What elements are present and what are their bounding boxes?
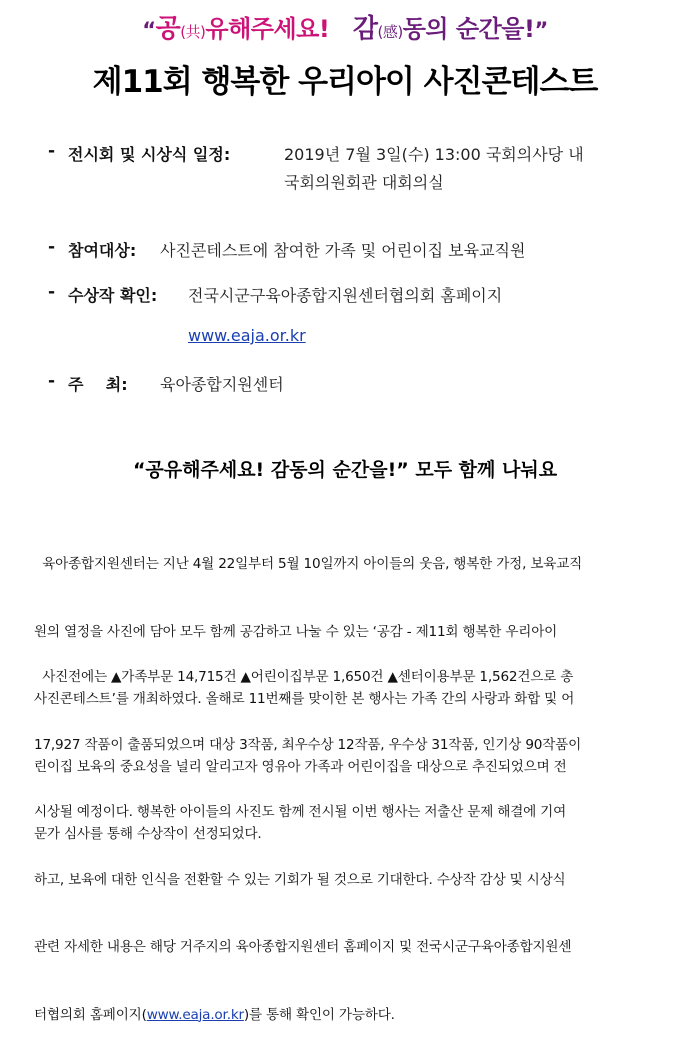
body-paragraph-2: [34, 621, 581, 1049]
paragraph-line: 시상될 예정이다. 행복한 아이들의 사진도 함께 전시될 이번 행사는 저출산 문제 해결에 기여: [34, 804, 567, 820]
paragraph-line: 린이집 보육의 중요성을 널리 알리고자 영유아 가족과 어린이집을 대상으로 추진되었으며 전: [34, 758, 567, 775]
slogan-word1-hanja: (共): [180, 23, 206, 41]
section-heading: “공유해주세요! 감동의 순간을!” 모두 함께 나눠요: [132, 459, 558, 481]
slogan-word2-hanja: (感): [377, 23, 403, 41]
bullet-dash: -: [48, 282, 56, 302]
winners-label: 수상작 확인:: [68, 286, 158, 305]
schedule-value-line2: 국회의원회관 대회의실: [284, 173, 444, 192]
participants-label: 참여대상:: [68, 241, 137, 260]
inline-website-link[interactable]: www.eaja.or.kr: [146, 1006, 244, 1023]
slogan-banner: [0, 8, 690, 45]
bullet-dash: -: [48, 141, 56, 161]
last-line-tail: )를 통해 확인이 가능하다.: [243, 1006, 395, 1023]
schedule-label: 전시회 및 시상식 일정:: [68, 145, 231, 164]
participants-value: 사진콘테스트에 참여한 가족 및 어린이집 보육교직원: [160, 241, 526, 260]
host-value: 육아종합지원센터: [160, 375, 284, 394]
paragraph-line: 문가 심사를 통해 수상작이 선정되었다.: [34, 826, 262, 842]
open-quote: “: [142, 18, 156, 42]
paragraph-line: 17,927 작품이 출품되었으며 대상 3작품, 최우수상 12작품, 우수상 31작품, 인기상 90작품이: [34, 736, 582, 753]
website-link[interactable]: www.eaja.or.kr: [188, 326, 306, 345]
paragraph-line: 하고, 보육에 대한 인식을 전환할 수 있는 기회가 될 것으로 기대한다. 수상작 감상 및 시상식: [34, 871, 566, 888]
paragraph-line: 원의 열정을 사진에 담아 모두 함께 공감하고 나눌 수 있는 ‘공감 - 제11회 행복한 우리아이: [34, 623, 558, 640]
schedule-value-line1: 2019년 7월 3일(수) 13:00 국회의사당 내: [284, 145, 584, 164]
winners-value: 전국시군구육아종합지원센터협의회 홈페이지: [188, 286, 503, 305]
page-title: 제11회 행복한 우리아이 사진콘테스트: [92, 64, 598, 100]
paragraph-line-last: [34, 1004, 581, 1027]
slogan-word1-initial: 공: [155, 14, 181, 44]
paragraph-line: 육아종합지원센터는 지난 4월 22일부터 5월 10일까지 아이들의 웃음, 행복한 가정, 보육교직: [34, 556, 583, 572]
paragraph-line: 관련 자세한 내용은 해당 거주지의 육아종합지원센터 홈페이지 및 전국시군구육아종합지원센: [34, 939, 572, 955]
close-quote: ”: [534, 18, 548, 42]
paragraph-line: 사진콘테스트’를 개최하였다. 올해로 11번째를 맞이한 본 행사는 가족 간의 사랑과 화합 및 어: [34, 691, 575, 707]
host-label: 주 최:: [68, 375, 128, 394]
slogan-word2-initial: 감: [352, 14, 378, 44]
slogan-word1-rest: 유해주세요!: [205, 15, 330, 43]
last-line-text: 터협의회 홈페이지(: [34, 1006, 147, 1023]
bullet-dash: -: [48, 237, 56, 257]
paragraph-line: 사진전에는 ▲가족부문 14,715건 ▲어린이집부문 1,650건 ▲센터이용부문 1,562건으로 총: [34, 669, 574, 685]
slogan-word2-rest: 동의 순간을!: [402, 15, 535, 43]
bullet-dash: -: [48, 371, 56, 391]
